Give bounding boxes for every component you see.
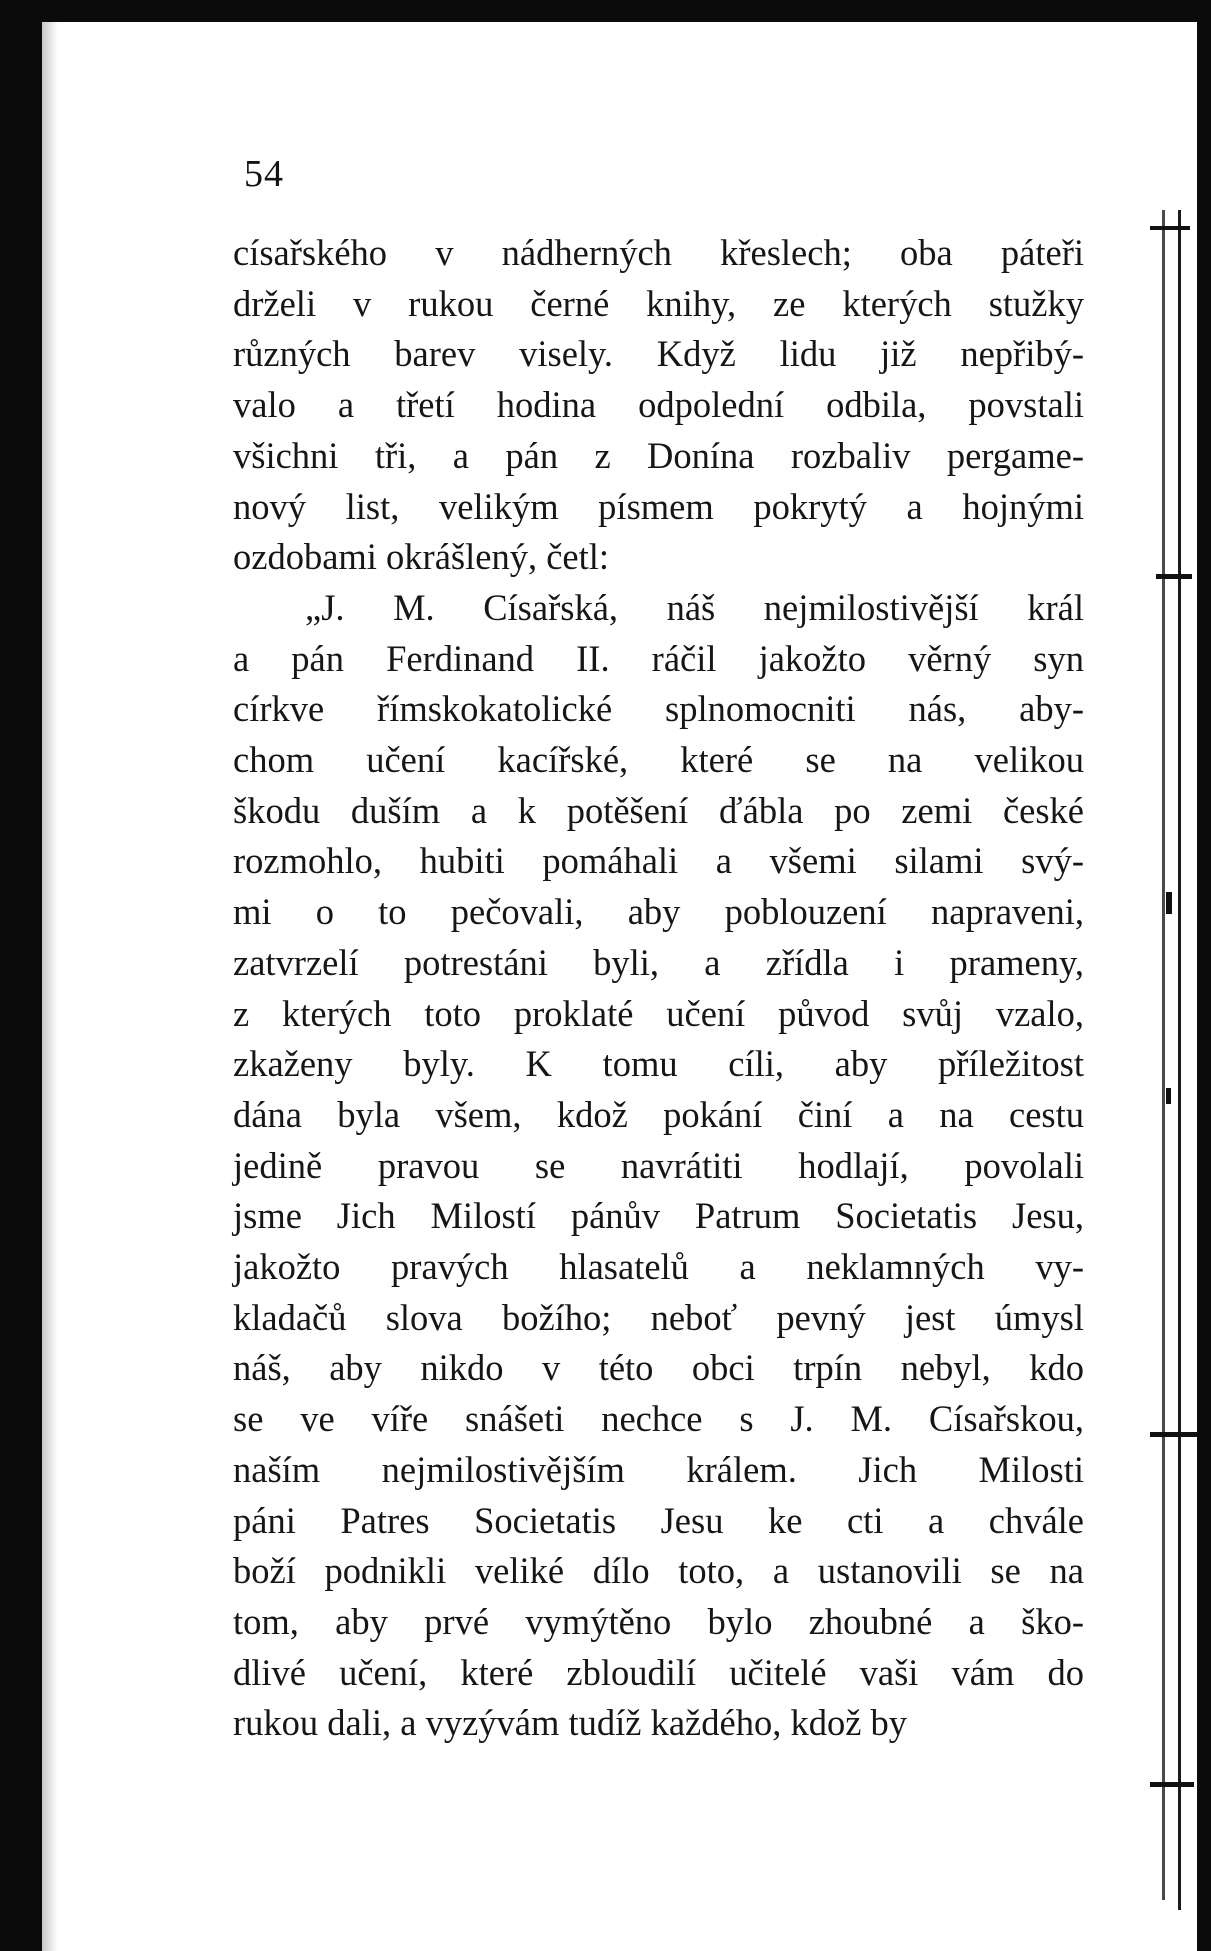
scan-border-top [0, 0, 1211, 22]
text-line: se ve víře snášeti nechce s J. M. Císařskou, [233, 1398, 1084, 1440]
text-line: jedině pravou se navrátiti hodlají, povolali [233, 1144, 1084, 1186]
text-line: boží podnikli veliké dílo toto, a ustanovili se na [233, 1550, 1084, 1592]
margin-tick-mark [1150, 226, 1190, 230]
text-line: páni Patres Societatis Jesu ke cti a chvále [233, 1499, 1084, 1541]
page-number: 54 [244, 153, 284, 195]
text-line: mi o to pečovali, aby poblouzení napraveni, [233, 891, 1084, 933]
text-line: jsme Jich Milostí pánův Patrum Societatis Jesu, [233, 1195, 1084, 1237]
text-line: jakožto pravých hlasatelů a neklamných vy- [233, 1246, 1084, 1288]
text-line: škodu duším a k potěšení ďábla po zemi české [233, 789, 1084, 831]
text-line: církve římskokatolické splnomocniti nás, aby- [233, 688, 1084, 730]
text-line: drželi v rukou černé knihy, ze kterých stužky [233, 282, 1084, 324]
text-line: císařského v nádherných křeslech; oba páteři [233, 232, 1084, 273]
text-line: zatvrzelí potrestáni byli, a zřídla i prameny, [233, 941, 1084, 983]
text-line: naším nejmilostivějším králem. Jich Milosti [233, 1448, 1084, 1490]
text-line: ozdobami okrášlený, četl: [233, 536, 610, 578]
text-line: různých barev visely. Když lidu již nepřibý- [233, 333, 1084, 375]
margin-rule-inner [1162, 210, 1165, 1900]
margin-tick-mark [1150, 1782, 1194, 1787]
text-line: chom učení kacířské, které se na velikou [233, 739, 1084, 781]
text-line: zkaženy byly. K tomu cíli, aby příležitost [233, 1043, 1084, 1085]
text-line: kladačů slova božího; neboť pevný jest úmysl [233, 1296, 1084, 1338]
text-line: tom, aby prvé vymýtěno bylo zhoubné a ško- [233, 1600, 1084, 1642]
text-line: „J. M. Císařská, náš nejmilostivější král [305, 586, 1084, 628]
text-line: rozmohlo, hubiti pomáhali a všemi silami svý- [233, 840, 1084, 882]
gutter-shadow [42, 22, 58, 1951]
text-line: dlivé učení, které zbloudilí učitelé vaši vám do [233, 1651, 1084, 1693]
margin-tick-mark [1150, 1432, 1198, 1437]
scan-border-left [0, 0, 42, 1951]
margin-tick-mark [1166, 1088, 1171, 1104]
body-text [233, 228, 1084, 1749]
margin-tick-mark [1156, 574, 1192, 579]
text-line: všichni tři, a pán z Donína rozbaliv pergame- [233, 434, 1084, 476]
text-line: náš, aby nikdo v této obci trpín nebyl, kdo [233, 1347, 1084, 1389]
margin-tick-mark [1166, 892, 1172, 914]
text-line: dána byla všem, kdož pokání činí a na cestu [233, 1093, 1084, 1135]
text-line: nový list, velikým písmem pokrytý a hojnými [233, 485, 1084, 527]
margin-rule-outer [1178, 210, 1181, 1910]
text-line: valo a třetí hodina odpolední odbila, povstali [233, 384, 1084, 426]
scan-border-right [1197, 0, 1211, 1951]
text-line: z kterých toto proklaté učení původ svůj vzalo, [233, 992, 1084, 1034]
text-line: a pán Ferdinand II. ráčil jakožto věrný syn [233, 637, 1084, 679]
text-line: rukou dali, a vyzývám tudíž každého, kdož by [233, 1702, 908, 1744]
